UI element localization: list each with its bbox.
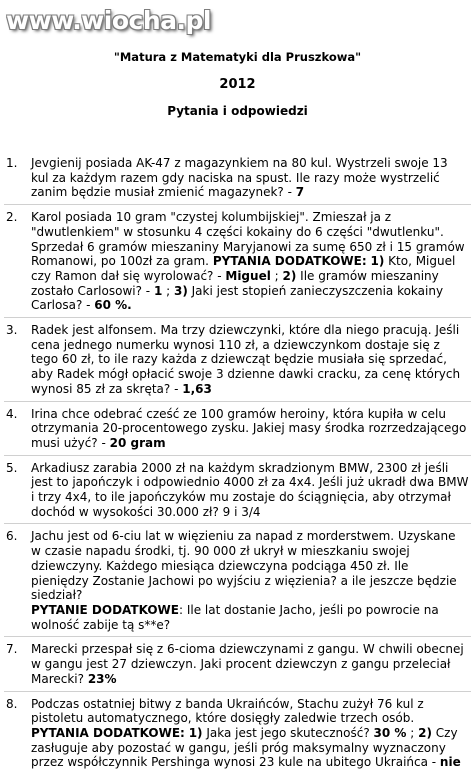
question-text bbox=[31, 323, 460, 396]
question-body: Marecki przespał się z 6-cioma dziewczynami z gangu. W chwili obecnej w gangu jest 27 dziewczyn. Jaki procent dziewczyn z gangu przeleciał Marecki? bbox=[31, 642, 464, 686]
sub-question: Czy zasługuje aby pozostać w gangu, jeśli próg maksymalny wyznaczony przez współczynnik Pershinga wynosi 23 kule na ubitego Ukraińca - bbox=[31, 725, 458, 770]
answer: 60 %. bbox=[94, 298, 132, 313]
answer: nie bbox=[439, 755, 461, 770]
divider bbox=[4, 204, 471, 205]
document-year: 2012 bbox=[219, 77, 256, 92]
question-item-5 bbox=[0, 461, 475, 520]
question-item-3 bbox=[0, 323, 475, 397]
question-item-6 bbox=[0, 529, 475, 632]
answer: 1 bbox=[153, 283, 163, 298]
separator: ; bbox=[270, 268, 283, 283]
answer: 23% bbox=[87, 671, 117, 686]
sub-label: 2) bbox=[418, 725, 432, 740]
question-item-4 bbox=[0, 407, 475, 451]
divider bbox=[4, 401, 471, 402]
divider bbox=[4, 317, 471, 318]
question-number: 8. bbox=[6, 696, 18, 711]
answer: 7 bbox=[295, 185, 305, 200]
sub-question: Jaka jest jego skuteczność? bbox=[202, 725, 374, 740]
question-number: 3. bbox=[6, 323, 18, 338]
document-subtitle: Pytania i odpowiedzi bbox=[167, 104, 308, 118]
question-text bbox=[31, 210, 465, 312]
sub-question: Jaki jest stopień zanieczyszczenia kokainy Carlosa? - bbox=[31, 283, 444, 313]
divider bbox=[4, 691, 471, 692]
extra-label: PYTANIA DODATKOWE: bbox=[31, 725, 185, 740]
answer: 1,63 bbox=[182, 381, 212, 396]
separator: ; bbox=[406, 725, 419, 740]
sub-question: Ile gramów mieszaniny zostało Carlosowi? - bbox=[31, 268, 439, 298]
question-text bbox=[31, 529, 457, 631]
question-body: Radek jest alfonsem. Ma trzy dziewczynki, które dla niego pracują. Jeśli cena jednego numerku wynosi 110 zł, a dziewczynkom dostaje się z tego 60 zł, to ile razy każda z dziewcząt będzie musiała się sprzedać, aby Radek mógł opłacić swoje 3 dzienne dawki cracku, za cenę których wynosi 85 zł za skręta? - bbox=[31, 323, 461, 396]
extra-label: PYTANIE DODATKOWE bbox=[31, 602, 179, 617]
question-item-7 bbox=[0, 642, 475, 686]
divider bbox=[4, 636, 471, 637]
answer: 20 gram bbox=[109, 435, 166, 450]
document-title: "Matura z Matematyki dla Pruszkowa" bbox=[113, 50, 362, 64]
question-text bbox=[31, 697, 461, 770]
question-body: Jachu jest od 6-ciu lat w więzieniu za napad z morderstwem. Uzyskane w czasie napadu środki, tj. 90 000 zł ukrył w mieszkaniu swojej dziewczyny. Każdego miesiąca dziewczyna podciąga 450 zł. Ile pieniędzy Zostanie Jachowi po wyjściu z więzienia? a ile jeszcze będzie siedział? bbox=[31, 529, 457, 603]
divider bbox=[4, 523, 471, 524]
answer: Miguel bbox=[225, 268, 271, 283]
divider bbox=[4, 455, 471, 456]
question-item-2 bbox=[0, 210, 475, 313]
question-body: Jevgienij posiada AK-47 z magazynkiem na 80 kul. Wystrzeli swoje 13 kul za każdym razem gdy naciska na spust. Ile razy może wystrzelić zanim będzie musiał zmienić magazynek? - bbox=[31, 156, 448, 200]
sub-label: 1) bbox=[370, 254, 385, 269]
question-body: Irina chce odebrać cześć ze 100 gramów heroiny, która kupiła w celu otrzymania 20-procentowego zysku. Jakiej masy środka rozrzedzającego musi użyć? - bbox=[31, 406, 467, 450]
extra-question: : Ile lat dostanie Jacho, jeśli po powrocie na wolność zabije tą s**e? bbox=[31, 602, 439, 632]
question-text bbox=[31, 407, 466, 450]
sub-question: Kto, Miguel czy Ramon dał się wyrolować? - bbox=[31, 254, 456, 283]
question-number: 7. bbox=[6, 642, 18, 657]
question-item-8 bbox=[0, 697, 475, 771]
question-body: Podczas ostatniej bitwy z banda Ukraińców, Stachu zużył 76 kul z pistoletu automatycznego, które dosięgły zaledwie trzech osób. bbox=[31, 696, 424, 726]
extra-label: PYTANIA DODATKOWE: bbox=[212, 254, 367, 269]
sub-label: 3) bbox=[173, 283, 188, 298]
question-body: Karol posiada 10 gram "czystej kolumbijskiej". Zmieszał ja z "dwutlenkiem" w stosunku 4 części kokainy do 6 części "dwutlenku". Sprzedał 6 gramów mieszaniny Maryjanowi za sumę 650 zł i 15 gramów Romanowi, po 100zł za gram. bbox=[31, 210, 465, 269]
question-number: 4. bbox=[6, 406, 18, 421]
question-item-1 bbox=[0, 156, 475, 200]
separator: ; bbox=[162, 283, 174, 298]
question-body: Arkadiusz zarabia 2000 zł na każdym skradzionym BMW, 2300 zł jeśli jest to japończyk i odpowiednio 4000 zł za 4x4. Jeśli już ukradł dwa BMW i trzy 4x4, to ile japończyków mu zostaje do ściągnięcia, aby otrzymał dochód w wysokości 30.000 zł? 9 i 3/4 bbox=[31, 460, 469, 519]
answer: 30 % bbox=[373, 725, 407, 740]
question-number: 5. bbox=[6, 460, 18, 475]
sub-label: 2) bbox=[282, 268, 297, 283]
question-number: 1. bbox=[6, 156, 18, 170]
question-text bbox=[31, 642, 464, 685]
sub-label: 1) bbox=[188, 725, 203, 740]
question-list bbox=[0, 156, 475, 780]
question-text bbox=[31, 156, 448, 199]
watermark-logo: www.wiocha.pl bbox=[6, 6, 211, 35]
question-number: 2. bbox=[6, 210, 18, 225]
question-number: 6. bbox=[6, 529, 18, 544]
